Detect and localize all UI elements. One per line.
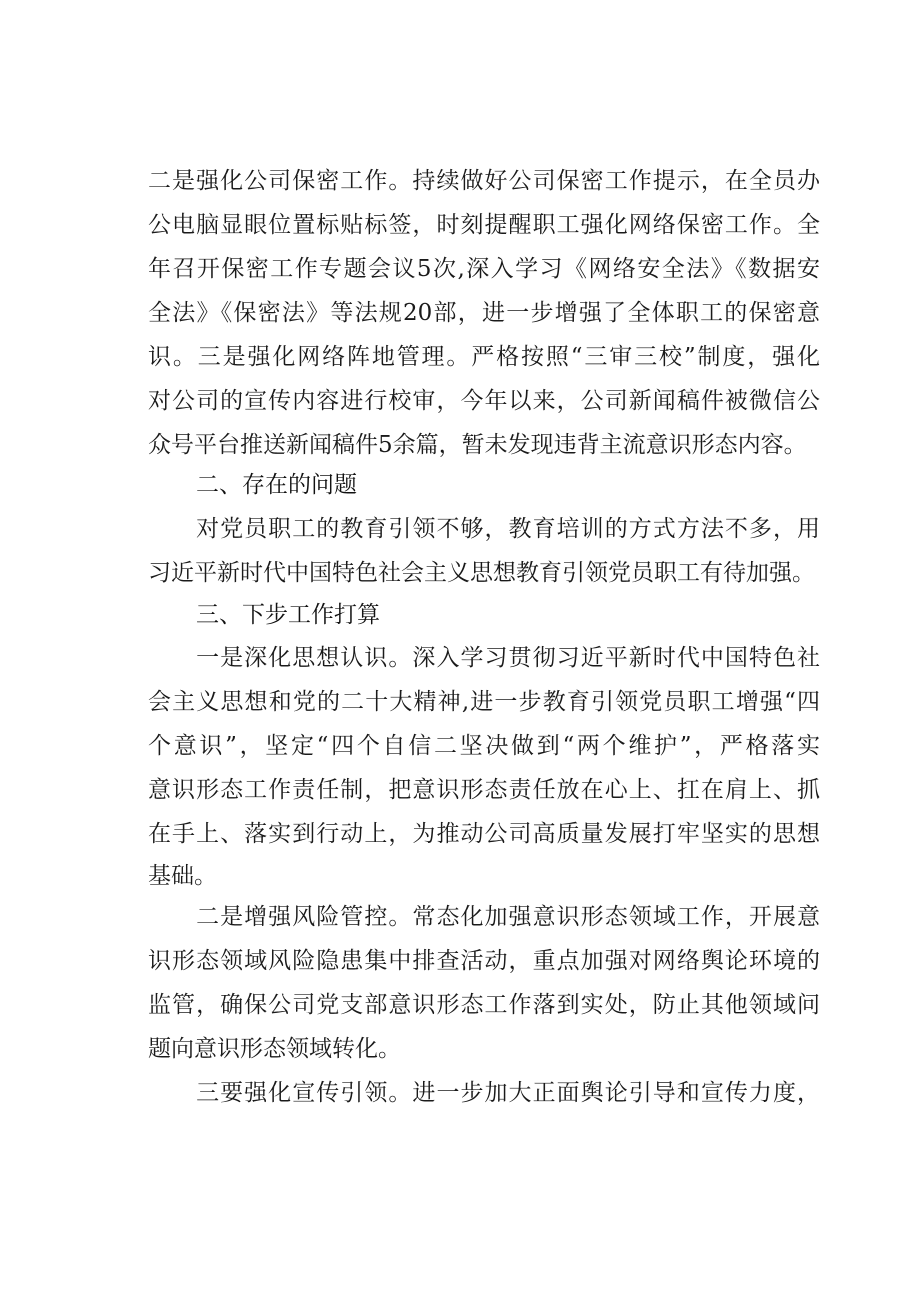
paragraph-3-line-3: 个意识”，坚定“四个自信二坚决做到“两个维护”，严格落实: [148, 733, 820, 759]
paragraph-4-line-4: 题向意识形态领域转化。: [148, 1036, 401, 1062]
paragraph-2-line-2: 习近平新时代中国特色社会主义思想教育引领党员职工有待加强。: [148, 560, 815, 586]
paragraph-1-line-6: 对公司的宣传内容进行校审，今年以来，公司新闻稿件被微信公: [148, 388, 820, 414]
section-heading-next-steps: 三、下步工作打算: [196, 602, 380, 628]
paragraph-4-line-1: 二是增强风险管控。常态化加强意识形态领域工作，开展意: [148, 904, 820, 930]
paragraph-3-line-1: 一是深化思想认识。深入学习贯彻习近平新时代中国特色社: [148, 645, 820, 671]
paragraph-1-line-4: 全法》《保密法》等法规20部，进一步增强了全体职工的保密意: [148, 300, 820, 326]
paragraph-2-line-1: 对党员职工的教育引领不够，教育培训的方式方法不多，用: [148, 516, 820, 542]
section-heading-problems: 二、存在的问题: [196, 472, 357, 498]
paragraph-3-line-6: 基础。: [148, 863, 217, 889]
paragraph-1-line-7: 众号平台推送新闻稿件5余篇，暂未发现违背主流意识形态内容。: [148, 432, 807, 458]
paragraph-3-line-4: 意识形态工作责任制，把意识形态责任放在心上、扛在肩上、抓: [148, 777, 820, 803]
paragraph-1-line-2: 公电脑显眼位置标贴标签，时刻提醒职工强化网络保密工作。全: [148, 212, 820, 238]
paragraph-1-line-1: 二是强化公司保密工作。持续做好公司保密工作提示，在全员办: [148, 168, 820, 194]
paragraph-1-line-3: 年召开保密工作专题会议5次,深入学习《网络安全法》《数据安: [148, 256, 820, 282]
paragraph-3-line-5: 在手上、落实到行动上，为推动公司高质量发展打牢坚实的思想: [148, 821, 820, 847]
paragraph-4-line-3: 监管，确保公司党支部意识形态工作落到实处，防止其他领域问: [148, 992, 820, 1018]
paragraph-3-line-2: 会主义思想和党的二十大精神,进一步教育引领党员职工增强“四: [148, 689, 820, 715]
paragraph-5-line-1: 三要强化宣传引领。进一步加大正面舆论引导和宣传力度，: [148, 1080, 820, 1106]
paragraph-4-line-2: 识形态领域风险隐患集中排查活动，重点加强对网络舆论环境的: [148, 948, 820, 974]
paragraph-1-line-5: 识。三是强化网络阵地管理。严格按照“三审三校”制度，强化: [148, 344, 820, 370]
